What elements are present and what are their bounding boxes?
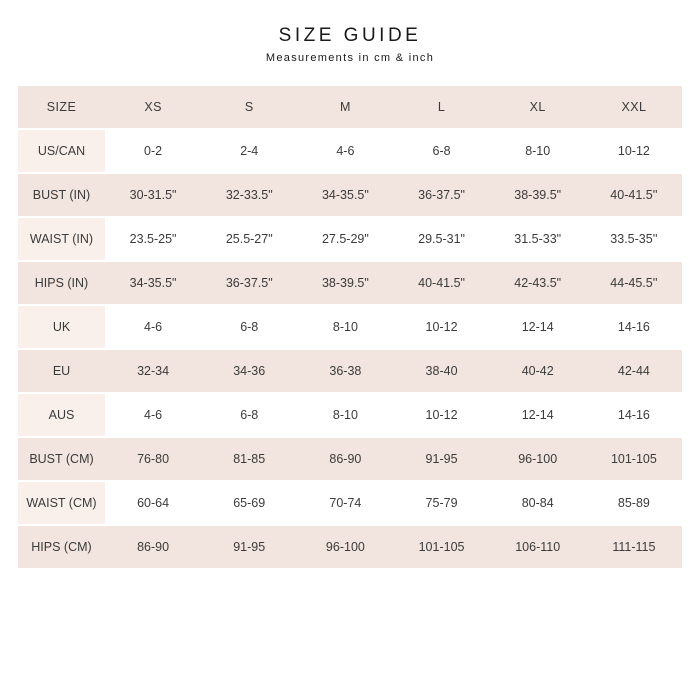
table-row	[18, 482, 682, 524]
size-value-cell: 4-6	[105, 394, 201, 436]
table-row	[18, 526, 682, 568]
size-value-cell: 111-115	[586, 526, 682, 568]
size-value-cell: 70-74	[297, 482, 393, 524]
table-head	[18, 86, 682, 128]
table-row	[18, 174, 682, 216]
size-value-cell: 91-95	[201, 526, 297, 568]
table-row	[18, 350, 682, 392]
size-value-cell: 34-36	[201, 350, 297, 392]
size-value-cell: 36-37.5"	[393, 174, 489, 216]
size-value-cell: 6-8	[393, 130, 489, 172]
row-label: WAIST (CM)	[18, 482, 105, 524]
size-value-cell: 38-40	[393, 350, 489, 392]
size-value-cell: 10-12	[586, 130, 682, 172]
size-value-cell: 12-14	[490, 306, 586, 348]
size-value-cell: 31.5-33"	[490, 218, 586, 260]
size-value-cell: 6-8	[201, 306, 297, 348]
size-value-cell: 10-12	[393, 394, 489, 436]
size-value-cell: 81-85	[201, 438, 297, 480]
size-column-header: XXL	[586, 86, 682, 128]
size-value-cell: 40-42	[490, 350, 586, 392]
size-value-cell: 2-4	[201, 130, 297, 172]
size-value-cell: 38-39.5"	[297, 262, 393, 304]
size-value-cell: 38-39.5"	[490, 174, 586, 216]
row-label: WAIST (IN)	[18, 218, 105, 260]
size-value-cell: 33.5-35''	[586, 218, 682, 260]
row-label: UK	[18, 306, 105, 348]
table-row	[18, 218, 682, 260]
size-value-cell: 14-16	[586, 306, 682, 348]
row-label: AUS	[18, 394, 105, 436]
size-value-cell: 23.5-25"	[105, 218, 201, 260]
size-value-cell: 8-10	[297, 394, 393, 436]
size-value-cell: 8-10	[490, 130, 586, 172]
size-value-cell: 4-6	[105, 306, 201, 348]
size-column-header: XS	[105, 86, 201, 128]
size-value-cell: 85-89	[586, 482, 682, 524]
row-label: EU	[18, 350, 105, 392]
size-value-cell: 27.5-29"	[297, 218, 393, 260]
size-value-cell: 14-16	[586, 394, 682, 436]
page-header	[0, 0, 700, 64]
size-value-cell: 106-110	[490, 526, 586, 568]
row-label: US/CAN	[18, 130, 105, 172]
size-value-cell: 32-34	[105, 350, 201, 392]
size-value-cell: 60-64	[105, 482, 201, 524]
size-value-cell: 96-100	[297, 526, 393, 568]
size-value-cell: 101-105	[393, 526, 489, 568]
table-row	[18, 306, 682, 348]
size-corner-header: SIZE	[18, 86, 105, 128]
size-value-cell: 42-43.5"	[490, 262, 586, 304]
size-value-cell: 34-35.5"	[297, 174, 393, 216]
size-value-cell: 10-12	[393, 306, 489, 348]
table-body	[18, 130, 682, 568]
size-value-cell: 40-41.5"	[393, 262, 489, 304]
size-value-cell: 4-6	[297, 130, 393, 172]
size-column-header: M	[297, 86, 393, 128]
size-value-cell: 40-41.5''	[586, 174, 682, 216]
table-row	[18, 438, 682, 480]
size-value-cell: 75-79	[393, 482, 489, 524]
size-value-cell: 101-105	[586, 438, 682, 480]
size-guide-table	[18, 84, 682, 570]
size-value-cell: 65-69	[201, 482, 297, 524]
table-row	[18, 130, 682, 172]
size-value-cell: 32-33.5"	[201, 174, 297, 216]
row-label: HIPS (IN)	[18, 262, 105, 304]
page-subtitle: Measurements in cm & inch	[265, 52, 435, 64]
size-value-cell: 0-2	[105, 130, 201, 172]
header-row	[18, 86, 682, 128]
row-label: BUST (CM)	[18, 438, 105, 480]
size-value-cell: 34-35.5"	[105, 262, 201, 304]
size-value-cell: 6-8	[201, 394, 297, 436]
size-value-cell: 80-84	[490, 482, 586, 524]
size-value-cell: 36-38	[297, 350, 393, 392]
size-value-cell: 86-90	[105, 526, 201, 568]
size-value-cell: 96-100	[490, 438, 586, 480]
size-value-cell: 44-45.5''	[586, 262, 682, 304]
page-title: SIZE GUIDE	[278, 25, 422, 46]
size-value-cell: 30-31.5"	[105, 174, 201, 216]
size-value-cell: 12-14	[490, 394, 586, 436]
table-row	[18, 262, 682, 304]
size-value-cell: 29.5-31"	[393, 218, 489, 260]
size-value-cell: 91-95	[393, 438, 489, 480]
size-value-cell: 86-90	[297, 438, 393, 480]
size-column-header: XL	[490, 86, 586, 128]
row-label: HIPS (CM)	[18, 526, 105, 568]
size-column-header: L	[393, 86, 489, 128]
size-value-cell: 36-37.5"	[201, 262, 297, 304]
size-value-cell: 42-44	[586, 350, 682, 392]
table-row	[18, 394, 682, 436]
size-value-cell: 25.5-27"	[201, 218, 297, 260]
size-value-cell: 8-10	[297, 306, 393, 348]
size-column-header: S	[201, 86, 297, 128]
row-label: BUST (IN)	[18, 174, 105, 216]
size-value-cell: 76-80	[105, 438, 201, 480]
